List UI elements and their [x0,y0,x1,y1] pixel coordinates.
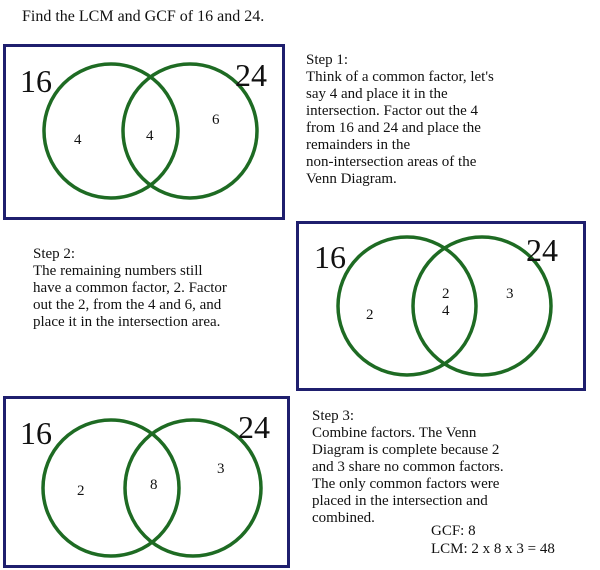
left-only-value: 2 [366,307,374,323]
right-only-value: 3 [506,286,514,302]
step3-heading: Step 3: [312,408,355,424]
circle-16 [338,237,476,375]
circle-16 [43,420,179,556]
label-24: 24 [526,232,558,268]
intersection-value: 8 [150,477,158,493]
lcm-result: LCM: 2 x 8 x 3 = 48 [431,541,555,557]
venn-diagram-step2 [296,221,586,391]
step1-heading: Step 1: [306,52,349,68]
intersection-value: 4 [146,128,154,144]
right-only-value: 6 [212,112,220,128]
label-16: 16 [20,63,52,99]
venn-diagram-step3 [3,396,290,568]
label-16: 16 [314,239,346,275]
circle-16 [44,64,178,198]
step3-text [312,408,504,527]
step2-text [33,246,227,331]
intersection-top-value: 2 [442,286,450,302]
step1-text [306,52,494,188]
left-only-value: 4 [74,132,82,148]
intersection-bottom-value: 4 [442,303,450,319]
label-24: 24 [235,57,267,93]
label-16: 16 [20,415,52,451]
step2-body: The remaining numbers still have a common factor, 2. Factor out the 2, from the 4 and 6, and place it in the intersection area. [33,263,227,330]
gcf-result: GCF: 8 [431,523,476,539]
label-24: 24 [238,409,270,445]
step1-body: Think of a common factor, let's say 4 and place it in the intersection. Factor out the 4 from 16 and 24 and place the remainders in the non-intersection areas of the Venn Diagram. [306,69,494,187]
step3-body: Combine factors. The Venn Diagram is complete because 2 and 3 share no common factors. The only common factors were placed in the intersection and combined. [312,425,504,526]
venn-diagram-step1 [3,44,285,220]
right-only-value: 3 [217,461,225,477]
left-only-value: 2 [77,483,85,499]
step2-heading: Step 2: [33,246,76,262]
page-title: Find the LCM and GCF of 16 and 24. [22,8,265,25]
